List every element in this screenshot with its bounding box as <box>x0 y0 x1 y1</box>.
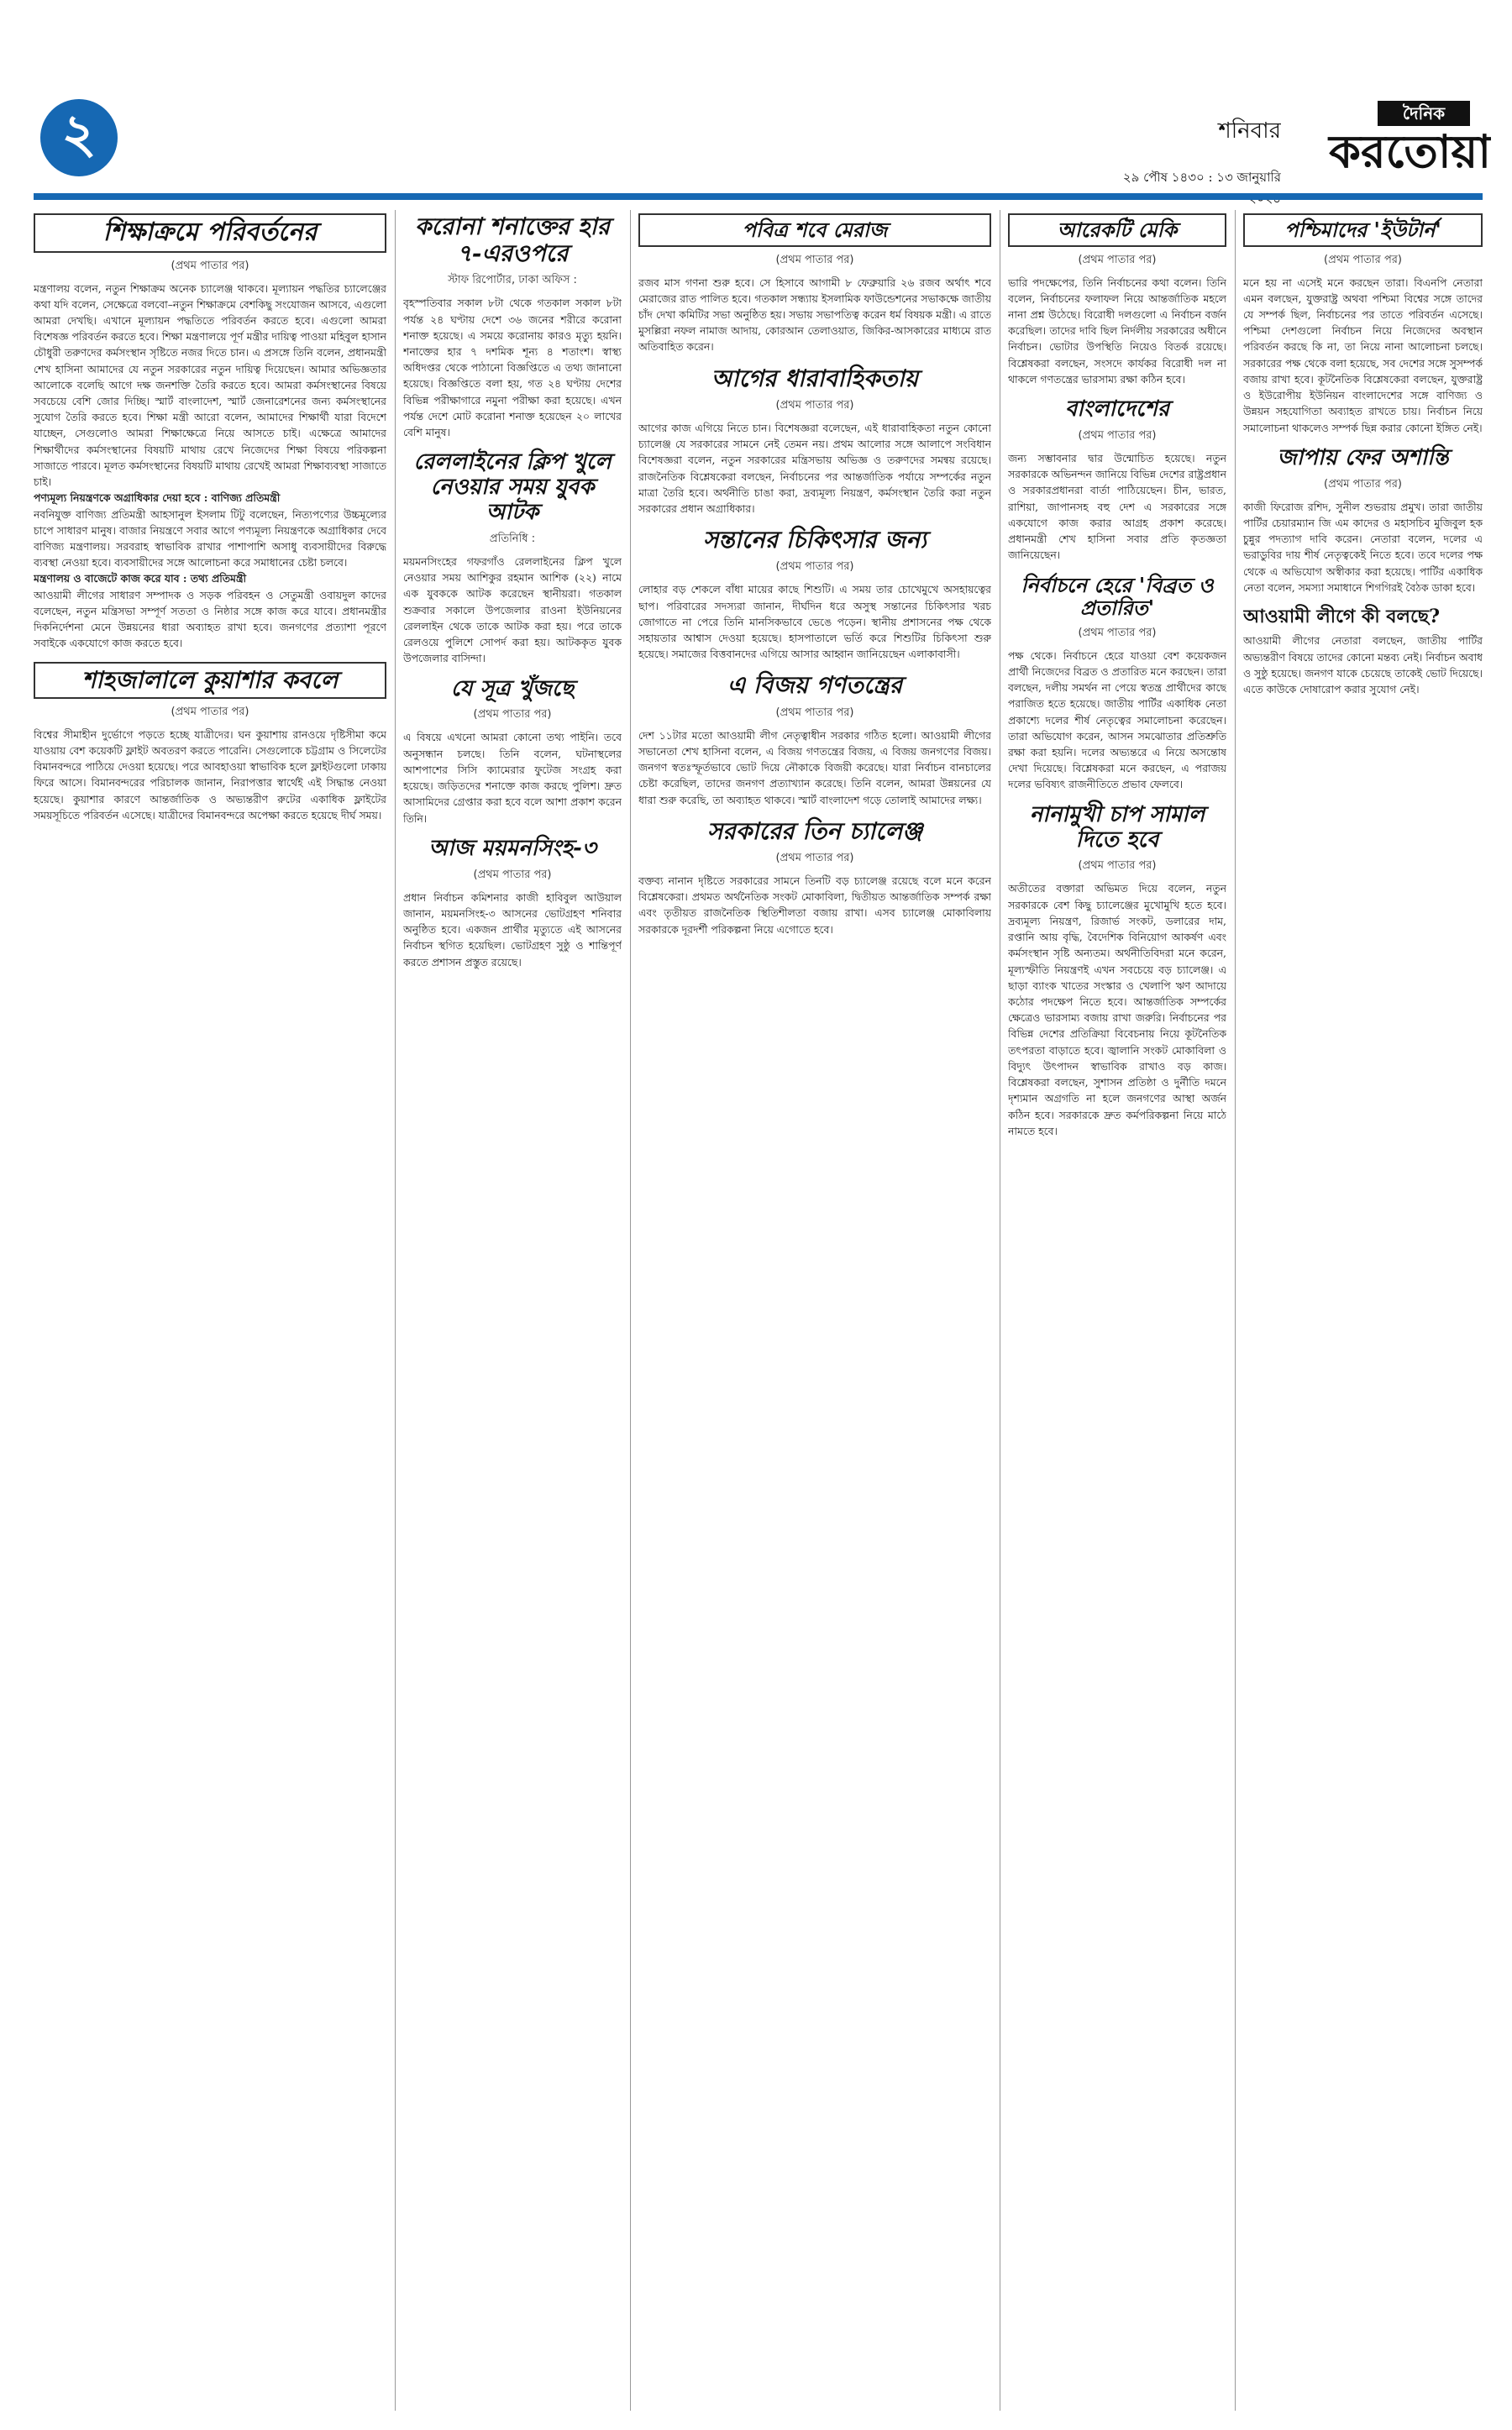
article-another-fake <box>1008 213 1226 387</box>
header-rule <box>34 193 1483 200</box>
article-headline: নানামুখী চাপ সামাল দিতে হবে <box>1029 801 1205 853</box>
column-3 <box>638 210 991 2411</box>
article-headline: পবিত্র শবে মেরাজ <box>638 213 991 247</box>
article-body: বৃহস্পতিবার সকাল ৮টা থেকে গতকাল সকাল ৮টা পর্যন্ত ২৪ ঘণ্টায় দেশে ৩৬ জনের শরীরে করোনা শনাক্ত হয়েছে। এ সময়ে করোনায় কারও মৃত্যু হয়নি। শনাক্তের হার ৭ দশমিক শূন্য ৪ শতাংশ। স্বাস্থ্য অধিদপ্তর থেকে পাঠানো বিজ্ঞপ্তিতে এ তথ্য জানানো হয়েছে। বিজ্ঞপ্তিতে বলা হয়, গত ২৪ ঘণ্টায় দেশের বিভিন্ন পরীক্ষাগারে নমুনা পরীক্ষা করা হয়েছে। এখন পর্যন্ত দেশে মোট করোনা শনাক্ত হয়েছেন ২০ লাখের বেশি মানুষ। <box>403 297 622 439</box>
article-headline: বাংলাদেশের <box>1064 396 1170 422</box>
byline: প্রতিনিধি : <box>489 533 536 546</box>
article-rail-clip <box>403 450 622 666</box>
masthead-label: দৈনিক <box>1378 101 1470 126</box>
continued-label: (প্রথম পাতার পর) <box>171 259 249 272</box>
article-headline: আরেকটি মেকি <box>1008 213 1226 247</box>
column-rule <box>1235 210 1236 2411</box>
article-body: আওয়ামী লীগের নেতারা বলছেন, জাতীয় পার্টির অভ্যন্তরীণ বিষয়ে তাদের কোনো মন্তব্য নেই। নির্বাচন অবাধ ও সুষ্ঠু হয়েছে। জনগণ যাকে চেয়েছে তাকেই ভোট দিয়েছে। এতে কাউকে দোষারোপ করার সুযোগ নেই। <box>1243 634 1483 696</box>
article-headline: যে সূত্র খুঁজছে <box>450 675 575 701</box>
article-body: ভারি পদক্ষেপের, তিনি নির্বাচনের কথা বলেন। তিনি বলেন, নির্বাচনের ফলাফল নিয়ে আন্তর্জাতিক মহলে নানা প্রশ্ন উঠেছে। বিরোধী দলগুলো এ নির্বাচন বর্জন করেছিল। তাদের দাবি ছিল নির্দলীয় সরকারের অধীনে নির্বাচন। ভোটার উপস্থিতি নিয়েও বিতর্ক রয়েছে। বিশ্লেষকরা বলছেন, সংসদে কার্যকর বিরোধী দল না থাকলে গণতন্ত্রের ভারসাম্য রক্ষা কঠিন হবে। <box>1008 276 1226 386</box>
article-headline: নির্বাচনে হেরে 'বিব্রত ও প্রতারিত' <box>1021 572 1214 621</box>
column-4 <box>1008 210 1226 2411</box>
continued-label: (প্রথম পাতার পর) <box>1324 477 1402 491</box>
article-body: বিশ্বের সীমাহীন দুর্ভোগে পড়তে হচ্ছে যাত্রীদের। ঘন কুয়াশায় রানওয়ে দৃষ্টিসীমা কমে যাওয়ায় বেশ কয়েকটি ফ্লাইট অবতরণ করতে পারেনি। সেগুলোকে চট্টগ্রাম ও সিলেটের বিমানবন্দরে পাঠিয়ে দেওয়া হয়েছে। পরে আবহাওয়া স্বাভাবিক হলে ফ্লাইটগুলো ঢাকায় ফিরে আসে। বিমানবন্দরের পরিচালক জানান, নিরাপত্তার স্বার্থেই এই সিদ্ধান্ত নেওয়া হয়েছে। কুয়াশার কারণে আন্তর্জাতিক ও অভ্যন্তরীণ রুটের একাধিক ফ্লাইটের সময়সূচিতে পরিবর্তন এসেছে। যাত্রীদের বিমানবন্দরে অপেক্ষা করতে হয়েছে দীর্ঘ সময়। <box>34 727 386 821</box>
article-three-challenges <box>638 818 991 937</box>
article-jatiya-party <box>1243 446 1483 596</box>
article-child-treatment <box>638 527 991 662</box>
column-rule <box>395 210 396 2411</box>
article-headline: এ বিজয় গণতন্ত্রের <box>727 671 903 700</box>
article-headline: রেললাইনের ক্লিপ খুলে নেওয়ার সময় যুবক আটক <box>413 449 612 526</box>
continued-label: (প্রথম পাতার পর) <box>1078 429 1157 443</box>
day-name: শনিবার <box>1218 118 1281 144</box>
article-headline: শিক্ষাক্রমে পরিবর্তনের <box>34 213 386 253</box>
article-pressure <box>1008 803 1226 1139</box>
continued-label: (প্রথম পাতার পর) <box>775 851 854 864</box>
article-headline: আওয়ামী লীগে কী বলছে? <box>1243 605 1441 627</box>
article-body: পক্ষ থেকে। নির্বাচনে হেরে যাওয়া বেশ কয়েকজন প্রার্থী নিজেদের বিব্রত ও প্রতারিত মনে করছেন। তারা বলছেন, দলীয় সমর্থন না পেয়ে স্বতন্ত্র প্রার্থীদের কাছে পরাজিত হতে হয়েছে। জাতীয় পার্টির একাধিক নেতা প্রকাশ্যে দলের শীর্ষ নেতৃত্বের সমালোচনা করেছেন। তারা অভিযোগ করেন, আসন সমঝোতার প্রতিশ্রুতি রক্ষা করা হয়নি। দলের অভ্যন্তরে এ নিয়ে অসন্তোষ দেখা দিয়েছে। বিশ্লেষকরা মনে করছেন, এ পরাজয় দলের ভবিষ্যৎ রাজনীতিতে প্রভাব ফেলবে। <box>1008 648 1226 791</box>
article-headline: পশ্চিমাদের 'ইউটার্ন' <box>1243 213 1483 247</box>
article-body: ময়মনসিংহের গফরগাঁও রেললাইনের ক্লিপ খুলে নেওয়ার সময় আশিকুর রহমান আশিক (২২) নামে এক যুবককে আটক করেছেন স্থানীয়রা। গতকাল শুক্রবার সকালে উপজেলার রাওনা ইউনিয়নের রেললাইন থেকে তাকে আটক করা হয়। পরে তাকে রেলওয়ে পুলিশে সোপর্দ করা হয়। আটককৃত যুবক উপজেলার বাসিন্দা। <box>403 555 622 665</box>
continued-label: (প্রথম পাতার পর) <box>1078 859 1157 873</box>
article-body: লোহার বড় শেকলে বাঁধা মায়ের কাছে শিশুটি। এ সময় তার চোখেমুখে অসহায়ত্বের ছাপ। পরিবারের সদস্যরা জানান, দীর্ঘদিন ধরে অসুস্থ সন্তানের চিকিৎসার খরচ জোগাতে না পেরে তিনি মানসিকভাবে ভেঙে পড়েন। স্থানীয় প্রশাসনের পক্ষ থেকে সহায়তার আশ্বাস দেওয়া হয়েছে। হাসপাতালে ভর্তি করে শিশুটির চিকিৎসা শুরু হয়েছে। সমাজের বিত্তবানদের এগিয়ে আসার আহ্বান জানিয়েছেন এলাকাবাসী। <box>638 583 991 661</box>
article-body: জন্য সম্ভাবনার দ্বার উন্মোচিত হয়েছে। নতুন সরকারকে অভিনন্দন জানিয়ে বিভিন্ন দেশের রাষ্ট্রপ্রধান ও সরকারপ্রধানরা বার্তা পাঠিয়েছেন। চীন, ভারত, রাশিয়া, জাপানসহ বহু দেশ এ সরকারের সঙ্গে একযোগে কাজ করার আগ্রহ প্রকাশ করেছে। প্রধানমন্ত্রী শেখ হাসিনা সবার প্রতি কৃতজ্ঞতা জানিয়েছেন। <box>1008 452 1226 562</box>
article-clue <box>403 677 622 827</box>
article-western-uturn <box>1243 213 1483 436</box>
article-body: দেশ ১১টার মতো আওয়ামী লীগ নেতৃত্বাধীন সরকার গঠিত হলো। আওয়ামী লীগের সভানেতা শেখ হাসিনা বলেন, এ বিজয় গণতন্ত্রের বিজয়, এ বিজয় জনগণের বিজয়। জনগণ স্বতঃস্ফূর্তভাবে ভোট দিয়ে নৌকাকে বিজয়ী করেছে। যারা নির্বাচন বানচালের চেষ্টা করেছিল, তাদের জনগণ প্রত্যাখ্যান করেছে। তিনি বলেন, আমরা উন্নয়নের যে ধারা শুরু করেছি, তা অব্যাহত থাকবে। স্মার্ট বাংলাদেশ গড়ে তোলাই আমাদের লক্ষ্য। <box>638 728 991 806</box>
column-2 <box>403 210 622 2411</box>
article-body: রজব মাস গণনা শুরু হবে। সে হিসাবে আগামী ৮ ফেব্রুয়ারি ২৬ রজব অর্থাৎ শবে মেরাজের রাত পালিত হবে। গতকাল সন্ধ্যায় ইসলামিক ফাউন্ডেশনের সভাকক্ষে জাতীয় চাঁদ দেখা কমিটির সভা অনুষ্ঠিত হয়। সভায় সভাপতিত্ব করেন ধর্ম বিষয়ক মন্ত্রী। এ রাতে মুসল্লিরা নফল নামাজ আদায়, কোরআন তেলাওয়াত, জিকির-আসকারের মাধ্যমে রাত অতিবাহিত করেন। <box>638 276 991 354</box>
continued-label: (প্রথম পাতার পর) <box>775 253 854 266</box>
article-democracy-victory <box>638 672 991 807</box>
article-corona <box>403 213 622 440</box>
article-body: কাজী ফিরোজ রশিদ, সুনীল শুভরায় প্রমুখ। তারা জাতীয় পার্টির চেয়ারম্যান জি এম কাদের ও মহাসচিব মুজিবুল হক চুন্নুর পদত্যাগ দাবি করেন। নেতারা বলেন, দলের এ ভরাডুবির দায় শীর্ষ নেতৃত্বকেই নিতে হবে। তবে দলের পক্ষ থেকে এ অভিযোগ অস্বীকার করা হয়েছে। পার্টির একাধিক নেতা বলেন, সমস্যা সমাধানে শিগগিরই বৈঠক ডাকা হবে। <box>1243 500 1483 594</box>
article-body: আওয়ামী লীগের সাধারণ সম্পাদক ও সড়ক পরিবহন ও সেতুমন্ত্রী ওবায়দুল কাদের বলেছেন, নতুন মন্ত্রিসভা সম্পূর্ণ সততা ও নিষ্ঠার সঙ্গে কাজ করে যাবে। প্রধানমন্ত্রীর দিকনির্দেশনা মেনে উন্নয়নের ধারা অব্যাহত রাখা হবে। জনগণের প্রত্যাশা পূরণে সবাইকে একযোগে কাজ করতে হবে। <box>34 588 386 650</box>
byline: স্টাফ রিপোর্টার, ঢাকা অফিস : <box>448 274 577 287</box>
article-headline: আজ ময়মনসিংহ-৩ <box>428 835 596 861</box>
article-headline: শাহজালালে কুয়াশার কবলে <box>34 662 386 699</box>
article-mymensingh <box>403 837 622 970</box>
article-awami-league <box>1243 606 1483 697</box>
continued-label: (প্রথম পাতার পর) <box>1078 626 1157 639</box>
date-line: ২৯ পৌষ ১৪৩০ : ১৩ জানুয়ারি <box>1122 170 1281 185</box>
article-body: মনে হয় না এসেই মনে করছেন তারা। বিএনপি নেতারা এমন বলছেন, যুক্তরাষ্ট্র অথবা পশ্চিমা বিশ্বের সঙ্গে তাদের যে সম্পর্ক ছিল, নির্বাচনের পর তাতে পরিবর্তন এসেছে। পশ্চিমা দেশগুলো নির্বাচন নিয়ে নিজেদের অবস্থান পরিবর্তন করছে কি না, তা নিয়ে নানা আলোচনা চলছে। সরকারের পক্ষ থেকে বলা হয়েছে, সব দেশের সঙ্গে সুসম্পর্ক বজায় রাখা হবে। কূটনৈতিক বিশ্লেষকেরা বলছেন, যুক্তরাষ্ট্র ও ইউরোপীয় ইউনিয়ন বাংলাদেশের সঙ্গে বাণিজ্য ও উন্নয়ন সহযোগিতা অব্যাহত রাখতে চায়। নির্বাচন নিয়ে সমালোচনা থাকলেও সম্পর্ক ছিন্ন করার কোনো ইঙ্গিত নেই। <box>1243 276 1483 434</box>
article-bangladesh <box>1008 397 1226 563</box>
article-headline: সরকারের তিন চ্যালেঞ্জ <box>706 816 923 845</box>
article-body: বক্তব্য নানান দৃষ্টিতে সরকারের সামনে তিনটি বড় চ্যালেঞ্জ রয়েছে বলে মনে করেন বিশ্লেষকেরা। প্রথমত অর্থনৈতিক সংকট মোকাবিলা, দ্বিতীয়ত আন্তর্জাতিক সম্পর্ক রক্ষা এবং তৃতীয়ত রাজনৈতিক স্থিতিশীলতা বজায় রাখা। এসব চ্যালেঞ্জ মোকাবিলায় সরকারকে দূরদর্শী পরিকল্পনা নিয়ে এগোতে হবে। <box>638 874 991 936</box>
article-body: এ বিষয়ে এখনো আমরা কোনো তথ্য পাইনি। তবে অনুসন্ধান চলছে। তিনি বলেন, ঘটনাস্থলের আশপাশের সিসি ক্যামেরার ফুটেজ সংগ্রহ করা হয়েছে। জড়িতদের শনাক্তে কাজ করছে পুলিশ। দ্রুত আসামিদের গ্রেপ্তার করা হবে বলে আশা প্রকাশ করেন তিনি। <box>403 731 622 825</box>
continued-label: (প্রথম পাতার পর) <box>775 398 854 412</box>
continued-label: (প্রথম পাতার পর) <box>171 705 249 718</box>
masthead: করতোয়া <box>1329 124 1491 178</box>
column-5 <box>1243 210 1483 2411</box>
column-rule <box>630 210 631 2411</box>
article-body: প্রধান নির্বাচন কমিশনার কাজী হাবিবুল আউয়াল জানান, ময়মনসিংহ-৩ আসনের ভোটগ্রহণ শনিবার অনুষ্ঠিত হবে। একজন প্রার্থীর মৃত্যুতে এই আসনের নির্বাচন স্থগিত হয়েছিল। ভোটগ্রহণ সুষ্ঠু ও শান্তিপূর্ণ করতে প্রশাসন প্রস্তুত রয়েছে। <box>403 890 622 968</box>
article-subhead: পণ্যমূল্য নিয়ন্ত্রণকে অগ্রাধিকার দেয়া হবে : বাণিজ্য প্রতিমন্ত্রী <box>34 491 281 505</box>
article-subhead: মন্ত্রণালয় ও বাজেটে কাজ করে যাব : তথ্য প্রতিমন্ত্রী <box>34 572 247 585</box>
article-body: নবনিযুক্ত বাণিজ্য প্রতিমন্ত্রী আহসানুল ইসলাম টিটু বলেছেন, নিত্যপণ্যের উচ্চমূল্যের চাপে সাধারণ মানুষ। বাজার নিয়ন্ত্রণে সবার আগে পণ্যমূল্য নিয়ন্ত্রণকে অগ্রাধিকার দেবে বাণিজ্য মন্ত্রণালয়। সরবরাহ স্বাভাবিক রাখার পাশাপাশি অসাধু ব্যবসায়ীদের বিরুদ্ধে ব্যবস্থা নেওয়া হবে। ব্যবসায়ীদের সঙ্গে আলোচনা করে সমাধানের চেষ্টা চলবে। <box>34 507 386 569</box>
article-body: মন্ত্রণালয় বলেন, নতুন শিক্ষাক্রম অনেক চ্যালেঞ্জ থাকবে। মূল্যায়ন পদ্ধতির চ্যালেঞ্জের কথা যদি বলেন, সেক্ষেত্রে বলবো–নতুন শিক্ষাক্রমে বেশকিছু সংযোজন আসবে, এগুলো আমরা দেখছি। এখানে মূল্যায়ন পদ্ধতিতে পরিবর্তন করতে হবে। এগুলো আমরা বিশেষজ্ঞ পরিবর্তন করতে হবে। শিক্ষা মন্ত্রণালয়ে পূর্ণ মন্ত্রীর দায়িত্ব পাওয়া মহিবুল হাসান চৌধুরী তরুণদের কর্মসংস্থান সৃষ্টিতে নজর দিতে চান। এ প্রসঙ্গে তিনি বলেন, প্রধানমন্ত্রী শেখ হাসিনা আমাদের যে নতুন সরকারের নতুন দায়িত্ব দিয়েছেন। আমার অভিজ্ঞতার আলোকে বলেছি আগে দক্ষ জনশক্তি তৈরি করতে হবে। আমরা কর্মসংস্থানের বিষয়ে সবচেয়ে বেশি জোর দিচ্ছি। স্মার্ট বাংলাদেশ, স্মার্ট জেনারেশনের জন্য কর্মসংস্থানের সুযোগ তৈরি করতে হবে। শিক্ষা মন্ত্রী আরো বলেন, আমাদের শিক্ষার্থী যারা বিদেশে যাচ্ছেন, সেগুলোও আমরা শিক্ষাক্ষেত্রে নিয়ে আসতে চাই। এক্ষেত্রে আমাদের শিক্ষার্থীদের কর্মসংস্থানের বিষয়টি মাথায় রেখে নিজেদের শিক্ষা বিষয়ে পরিকল্পনা সাজাতে পারবে। মূলত কর্মসংস্থানের বিষয়টি মাথায় রেখেই আমরা শিক্ষাব্যবস্থা সাজাতে চাই। <box>34 281 386 489</box>
article-election-loss <box>1008 574 1226 793</box>
article-headline: সন্তানের চিকিৎসার জন্য <box>702 526 927 554</box>
article-headline: করোনা শনাক্তের হার ৭-এরওপরে <box>414 213 611 268</box>
continued-label: (প্রথম পাতার পর) <box>473 708 552 722</box>
page-number: ২ <box>40 99 118 176</box>
article-continuity <box>638 365 991 517</box>
continued-label: (প্রথম পাতার পর) <box>775 560 854 574</box>
column-1 <box>34 210 386 2411</box>
continued-label: (প্রথম পাতার পর) <box>1078 253 1157 266</box>
article-body: আগের কাজ এগিয়ে নিতে চান। বিশেষজ্ঞরা বলেছেন, এই ধারাবাহিকতা নতুন কোনো চ্যালেঞ্জ যে সরকারের সামনে নেই তেমন নয়। প্রথম আলোর সঙ্গে আলাপে সংবিধান বিশেষজ্ঞরা বলেন, নতুন সরকারের মন্ত্রিসভায় অভিজ্ঞ ও তরুণদের সমন্বয় রয়েছে। রাজনৈতিক বিশ্লেষকেরা বলছেন, নির্বাচনের পর আন্তর্জাতিক পর্যায়ে সম্পর্কের নতুন মাত্রা তৈরি হবে। অর্থনীতি চাঙা করা, দ্রব্যমূল্য নিয়ন্ত্রণ, কর্মসংস্থান তৈরি করা নতুন সরকারের প্রধান অগ্রাধিকার। <box>638 421 991 515</box>
continued-label: (প্রথম পাতার পর) <box>473 868 552 881</box>
article-shahjalal-fog <box>34 662 386 824</box>
article-headline: আগের ধারাবাহিকতায় <box>711 364 919 392</box>
article-headline: জাপায় ফের অশান্তি <box>1277 444 1449 470</box>
article-curriculum <box>34 213 386 652</box>
continued-label: (প্রথম পাতার পর) <box>1324 253 1402 266</box>
article-shab-e-meraj <box>638 213 991 355</box>
article-body: অতীতের বক্তারা অভিমত দিয়ে বলেন, নতুন সরকারকে বেশ কিছু চ্যালেঞ্জের মুখোমুখি হতে হবে। দ্রব্যমূল্য নিয়ন্ত্রণ, রিজার্ভ সংকট, ডলারের দাম, রপ্তানি আয় বৃদ্ধি, বৈদেশিক বিনিয়োগ আকর্ষণ এবং কর্মসংস্থান সৃষ্টি অন্যতম। অর্থনীতিবিদরা মনে করেন, মূল্যস্ফীতি নিয়ন্ত্রণই এখন সবচেয়ে বড় চ্যালেঞ্জ। এ ছাড়া ব্যাংক খাতের সংস্কার ও খেলাপি ঋণ আদায়ে কঠোর পদক্ষেপ নিতে হবে। আন্তর্জাতিক সম্পর্কের ক্ষেত্রেও ভারসাম্য বজায় রাখা জরুরি। নির্বাচনের পর বিভিন্ন দেশের প্রতিক্রিয়া বিবেচনায় নিয়ে কূটনৈতিক তৎপরতা বাড়াতে হবে। জ্বালানি সংকট মোকাবিলা ও বিদ্যুৎ উৎপাদন স্বাভাবিক রাখাও বড় কাজ। বিশ্লেষকরা বলছেন, সুশাসন প্রতিষ্ঠা ও দুর্নীতি দমনে দৃশ্যমান অগ্রগতি না হলে জনগণের আস্থা অর্জন কঠিন হবে। সরকারকে দ্রুত কর্মপরিকল্পনা নিয়ে মাঠে নামতে হবে। <box>1008 882 1226 1137</box>
continued-label: (প্রথম পাতার পর) <box>775 706 854 719</box>
